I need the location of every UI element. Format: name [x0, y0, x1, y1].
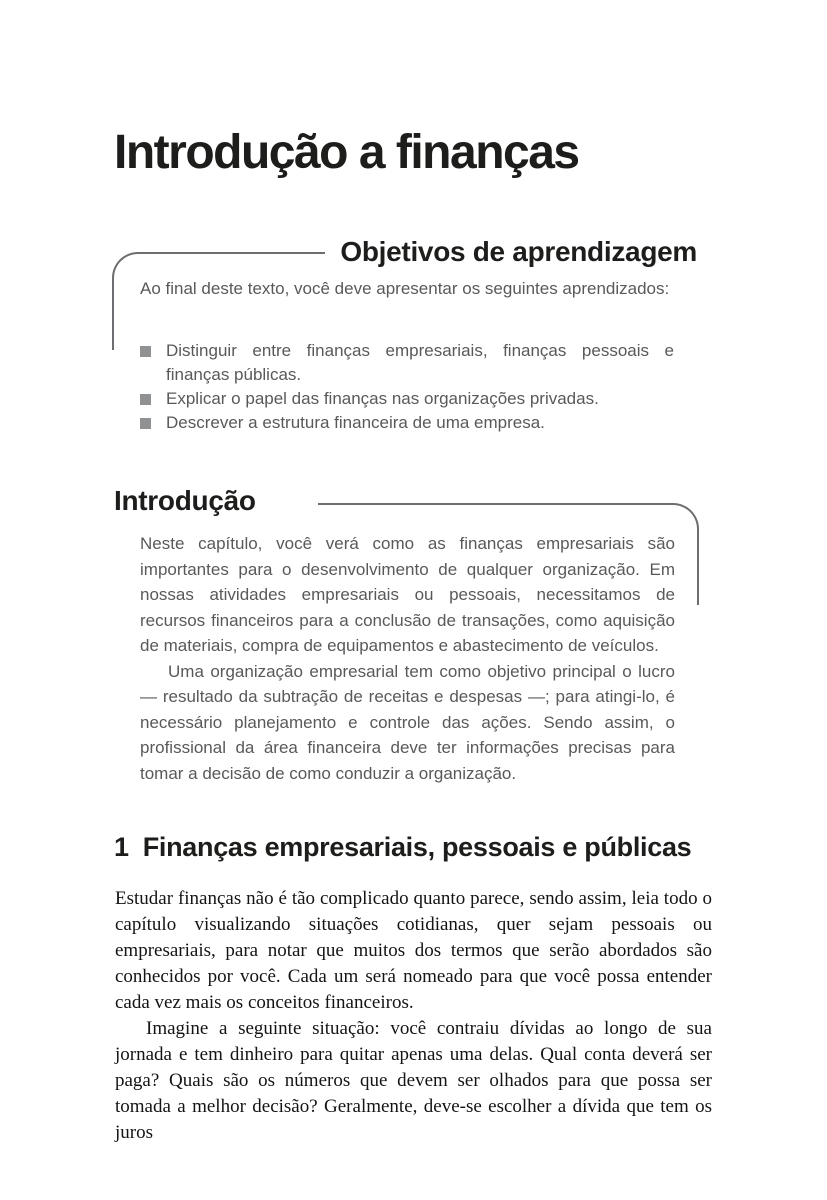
objective-item-text: Explicar o papel das finanças nas organizações privadas. [166, 389, 599, 408]
chapter-title: Introdução a finanças [114, 126, 579, 179]
introduction-paragraph: Neste capítulo, você verá como as finanças empresariais são importantes para o desenvolvimento de qualquer organização. Em nossas atividades empresariais ou pessoais, necessitamos de recursos financeiros para a conclusão de transações, como aquisição de materiais, compra de equipamentos e abastecimento de veículos. [140, 534, 675, 655]
objectives-frame-decoration [112, 252, 325, 350]
section-1-paragraph: Estudar finanças não é tão complicado quanto parece, sendo assim, leia todo o capítulo visualizando situações cotidianas, quer sejam pessoais ou empresariais, para notar que muitos dos termos que serão abordados são conhecidos por você. Cada um será nomeado para que você possa entender cada vez mais os conceitos financeiros. [115, 888, 712, 1013]
objective-list-item [140, 339, 674, 387]
section-1-title: Finanças empresariais, pessoais e públicas [142, 832, 692, 862]
section-1-paragraph: Imagine a seguinte situação: você contraiu dívidas ao longo de sua jornada e tem dinheiro para quitar apenas uma delas. Qual conta deverá ser paga? Quais são os números que devem ser olhados para que possa ser tomada a melhor decisão? Geralmente, deve-se escolher a dívida que tem os juros [115, 1018, 712, 1143]
objective-item-text: Descrever a estrutura financeira de uma empresa. [166, 413, 545, 432]
objectives-heading: Objetivos de aprendizagem [340, 236, 697, 267]
section-1-number: 1 [114, 832, 129, 862]
objectives-intro-text: Ao final deste texto, você deve apresentar os seguintes aprendizados: [140, 279, 670, 298]
section-1-body [115, 886, 712, 1146]
square-bullet-icon [140, 418, 151, 429]
objective-item-text: Distinguir entre finanças empresariais, finanças pessoais e finanças públicas. [166, 341, 674, 384]
section-1-heading [114, 831, 691, 863]
introduction-paragraph: Uma organização empresarial tem como objetivo principal o lucro — resultado da subtração de receitas e despesas —; para atingi-lo, é necessário planejamento e controle das ações. Sendo assim, o profissional da área financeira deve ter informações precisas para tomar a decisão de como conduzir a organização. [140, 661, 675, 783]
objectives-list [140, 339, 674, 435]
objective-list-item [140, 387, 674, 411]
square-bullet-icon [140, 394, 151, 405]
introduction-body [140, 531, 675, 786]
introduction-heading: Introdução [114, 485, 256, 516]
square-bullet-icon [140, 346, 151, 357]
objective-list-item [140, 411, 674, 435]
